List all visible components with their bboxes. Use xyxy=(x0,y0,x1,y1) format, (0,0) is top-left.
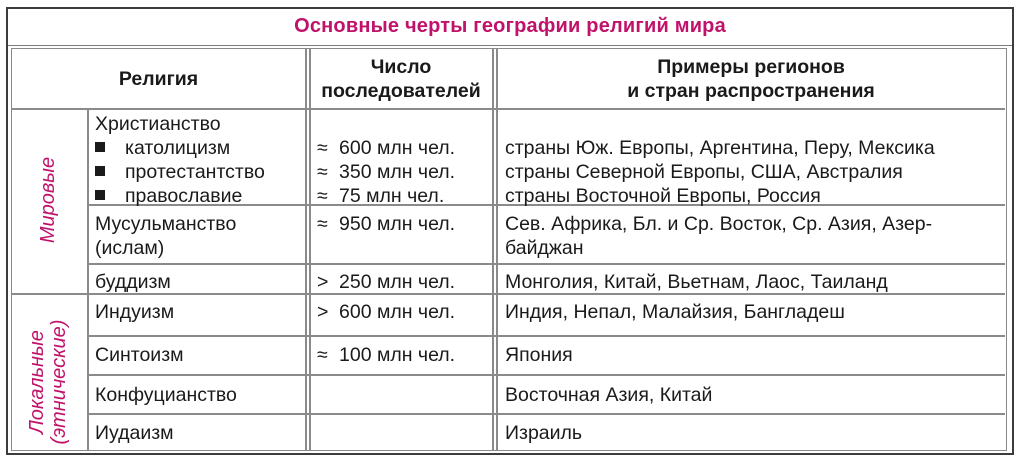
group-label-local xyxy=(26,302,72,462)
grid-line xyxy=(12,108,1005,110)
regions-text: Сев. Африка, Бл. и Ср. Восток, Ср. Азия, Азер- байджан xyxy=(505,213,933,259)
denomination-name: католицизм xyxy=(125,137,231,159)
religion-islam-line2: (ислам) xyxy=(95,237,165,259)
religion-shinto: Синтоизм xyxy=(95,344,184,366)
approx-sign: ≈ xyxy=(317,344,328,366)
approx-sign: ≈ xyxy=(317,213,328,235)
followers-count: > 250 млн чел. xyxy=(317,271,456,293)
followers-count: ≈ 950 млн чел. xyxy=(317,213,456,235)
grid-line xyxy=(87,110,89,450)
bullet-icon xyxy=(95,142,105,152)
religion-islam-line1: Мусульманство xyxy=(95,213,237,235)
table-body xyxy=(11,48,1007,451)
bullet-icon xyxy=(95,166,105,176)
followers-count: ≈ 600 млн чел. xyxy=(317,137,456,159)
table-row xyxy=(95,136,230,160)
regions-text: Индия, Непал, Малайзия, Бангладеш xyxy=(505,301,845,323)
religion-buddhism: буддизм xyxy=(95,271,171,293)
approx-sign: ≈ xyxy=(317,137,328,159)
grid-line xyxy=(87,413,1005,415)
regions-text: Израиль xyxy=(505,422,583,444)
followers-count: ≈ 100 млн чел. xyxy=(317,344,456,366)
regions-text: страны Восточной Европы, Россия xyxy=(505,185,821,207)
religion-christianity: Христианство xyxy=(95,113,221,135)
table-row xyxy=(95,160,265,184)
grid-line xyxy=(87,374,1005,376)
regions-text: страны Юж. Европы, Аргентина, Перу, Мексика xyxy=(505,137,935,159)
greater-than-sign: > xyxy=(317,301,329,323)
approx-sign: ≈ xyxy=(317,185,328,207)
header-regions-line2: и стран распространения xyxy=(627,80,875,102)
bullet-icon xyxy=(95,190,105,200)
header-followers xyxy=(310,55,492,103)
religion-judaism: Иудаизм xyxy=(95,422,174,444)
header-followers-line2: последователей xyxy=(321,80,481,102)
denomination-name: протестантство xyxy=(125,161,265,183)
table-title: Основные черты географии религий мира xyxy=(8,9,1012,46)
header-religion: Религия xyxy=(118,68,199,90)
religions-table xyxy=(6,7,1014,455)
group-label-local-line2: (этнические) xyxy=(48,319,70,445)
approx-sign: ≈ xyxy=(317,161,328,183)
followers-count: ≈ 350 млн чел. xyxy=(317,161,456,183)
header-followers-line1: Число xyxy=(370,56,432,78)
header-regions-line1: Примеры регионов xyxy=(657,56,845,78)
header-regions xyxy=(497,55,1005,103)
grid-line xyxy=(87,335,1005,337)
religion-confucianism: Конфуцианство xyxy=(95,384,237,406)
greater-than-sign: > xyxy=(317,271,329,293)
group-label-local-line1: Локальные xyxy=(26,330,48,434)
followers-count: ≈ 75 млн чел. xyxy=(317,185,445,207)
regions-text: страны Северной Европы, США, Австралия xyxy=(505,161,903,183)
religion-hinduism: Индуизм xyxy=(95,301,175,323)
followers-count: > 600 млн чел. xyxy=(317,301,456,323)
denomination-name: православие xyxy=(125,185,243,207)
regions-text: Япония xyxy=(505,344,573,366)
grid-line xyxy=(87,263,1005,265)
group-label-world: Мировые xyxy=(37,156,59,244)
religion-islam xyxy=(95,212,236,260)
table-row xyxy=(95,184,242,208)
regions-text: Монголия, Китай, Вьетнам, Лаос, Таиланд xyxy=(505,271,888,293)
regions-text: Восточная Азия, Китай xyxy=(505,384,713,406)
